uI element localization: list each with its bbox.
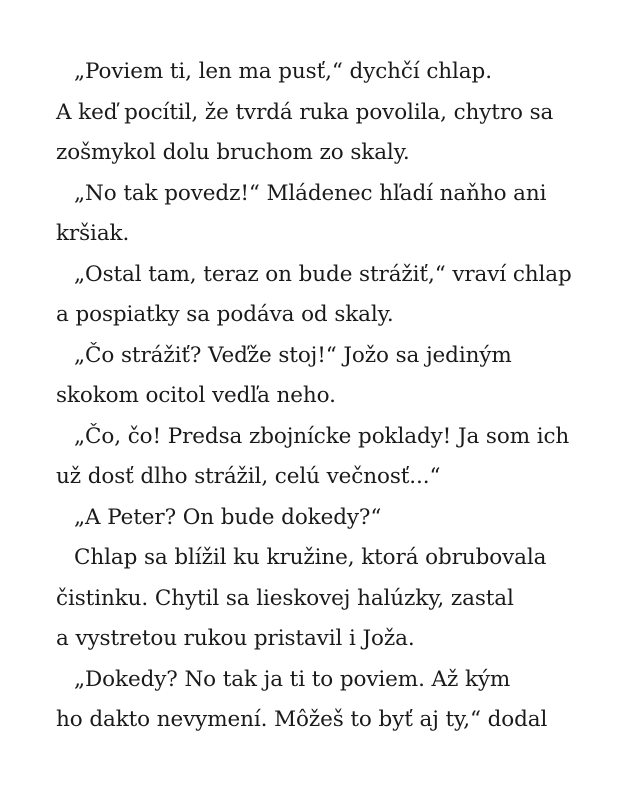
text-line: zošmykol dolu bruchom zo skaly. bbox=[56, 140, 410, 165]
text-line: a vystretou rukou pristavil i Joža. bbox=[56, 626, 415, 651]
text-line: „No tak povedz!“ Mládenec hľadí naňho ani bbox=[74, 180, 547, 206]
text-line: „Dokedy? No tak ja ti to poviem. Až kým bbox=[74, 666, 511, 692]
text-line: „Čo strážiť? Veďže stoj!“ Jožo sa jediným bbox=[74, 342, 512, 368]
text-line: Chlap sa blížil ku kružine, ktorá obrubovala bbox=[74, 545, 547, 570]
text-line: a pospiatky sa podáva od skaly. bbox=[56, 302, 394, 327]
text-line: už dosť dlho strážil, celú večnosť...“ bbox=[56, 464, 441, 489]
text-line: „Ostal tam, teraz on bude strážiť,“ vraví chlap bbox=[74, 261, 572, 287]
text-line: „A Peter? On bude dokedy?“ bbox=[74, 504, 382, 530]
text-line: kršiak. bbox=[56, 221, 130, 246]
text-line: A keď pocítil, že tvrdá ruka povolila, chytro sa bbox=[56, 99, 554, 125]
text-line: „Čo, čo! Predsa zbojnícke poklady! Ja som ich bbox=[74, 423, 570, 449]
text-line: „Poviem ti, len ma pusť,“ dychčí chlap. bbox=[74, 59, 492, 84]
text-line: čistinku. Chytil sa lieskovej halúzky, zastal bbox=[56, 585, 514, 611]
text-line: ho dakto nevymení. Môžeš to byť aj ty,“ dodal bbox=[56, 707, 548, 732]
text-line: skokom ocitol vedľa neho. bbox=[56, 383, 336, 408]
page-text bbox=[56, 52, 616, 741]
